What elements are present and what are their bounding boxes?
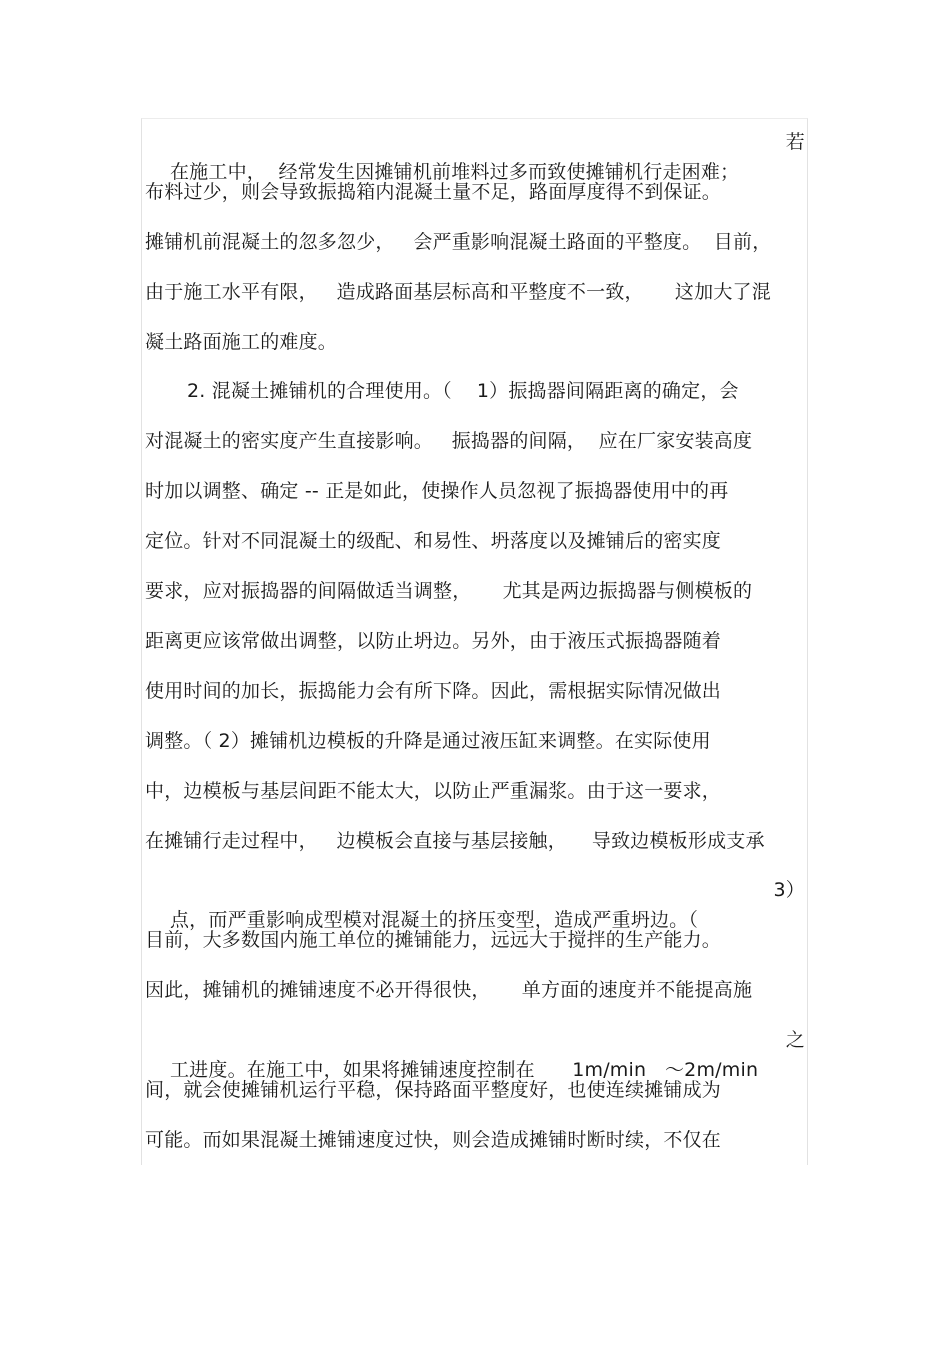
text-line-6: 2. 混凝土摊铺机的合理使用。（ 1）振捣器间隔距离的确定，会: [187, 380, 739, 402]
text-line-16-body: 点，而严重影响成型模对混凝土的挤压变型，造成严重坍边。（: [169, 909, 699, 931]
text-line-20: 间，就会使摊铺机运行平稳，保持路面平整度好，也使连续摊铺成为: [145, 1079, 722, 1101]
text-line-7: 对混凝土的密实度产生直接影响。 振捣器的间隔， 应在厂家安装高度: [145, 430, 753, 452]
text-line-19-body: 工进度。在施工中，如果将摊铺速度控制在 1m/min ～2m/min: [169, 1059, 759, 1081]
text-line-16-tail: 3）: [773, 879, 805, 901]
text-line-1-tail: 若: [785, 131, 805, 153]
text-line-3: 摊铺机前混凝土的忽多忽少， 会严重影响混凝土路面的平整度。 目前，: [145, 231, 772, 253]
text-line-19-tail: 之: [785, 1029, 805, 1051]
text-line-19: [145, 1025, 805, 1081]
text-line-8: 时加以调整、确定 -- 正是如此，使操作人员忽视了振捣器使用中的再: [145, 480, 729, 502]
text-line-5: 凝土路面施工的难度。: [145, 331, 338, 353]
text-line-11: 距离更应该常做出调整，以防止坍边。另外，由于液压式振捣器随着: [145, 630, 722, 652]
text-line-9: 定位。针对不同混凝土的级配、和易性、坍落度以及摊铺后的密实度: [145, 530, 722, 552]
text-line-4: 由于施工水平有限， 造成路面基层标高和平整度不一致， 这加大了混: [145, 281, 771, 303]
text-line-21: 可能。而如果混凝土摊铺速度过快，则会造成摊铺时断时续，不仅在: [145, 1129, 722, 1151]
text-line-18: 因此，摊铺机的摊铺速度不必开得很快， 单方面的速度并不能提高施: [145, 979, 753, 1001]
text-line-1-body: 在施工中， 经常发生因摊铺机前堆料过多而致使摊铺机行走困难；: [169, 161, 740, 183]
text-line-15: 在摊铺行走过程中， 边模板会直接与基层接触， 导致边模板形成支承: [145, 830, 765, 852]
text-line-1: [145, 127, 805, 183]
text-line-10: 要求，应对振捣器的间隔做适当调整， 尤其是两边振捣器与侧模板的: [145, 580, 753, 602]
text-line-2: 布料过少，则会导致振捣箱内混凝土量不足，路面厚度得不到保证。: [145, 181, 722, 203]
text-line-12: 使用时间的加长，振捣能力会有所下降。因此，需根据实际情况做出: [145, 680, 722, 702]
text-line-17: 目前，大多数国内施工单位的摊铺能力，远远大于搅拌的生产能力。: [145, 929, 722, 951]
text-line-14: 中，边模板与基层间距不能太大，以防止严重漏浆。由于这一要求，: [145, 780, 722, 802]
text-line-16: [145, 875, 805, 931]
text-line-13: 调整。（ 2）摊铺机边模板的升降是通过液压缸来调整。在实际使用: [145, 730, 711, 752]
